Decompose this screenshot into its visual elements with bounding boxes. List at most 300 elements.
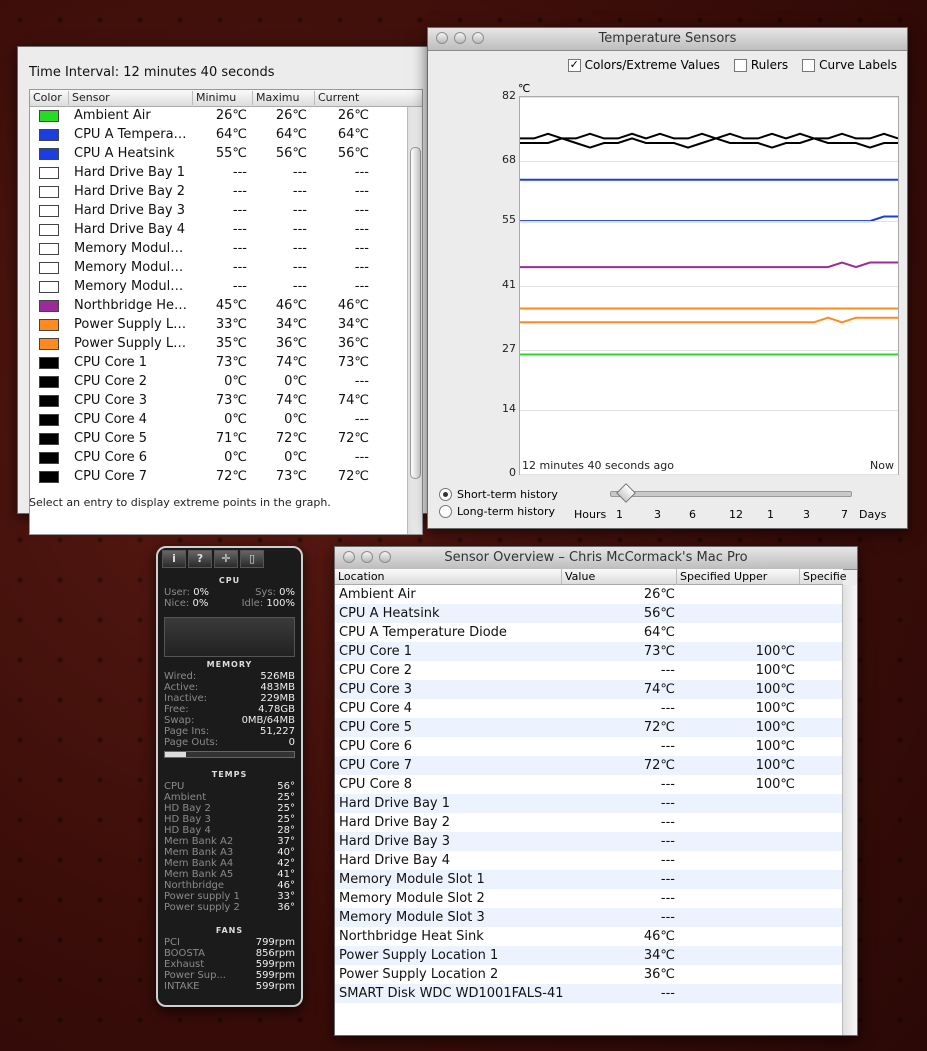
overview-row[interactable] [335,927,843,946]
widget-row-label: Mem Bank A2 [164,836,234,847]
sensor-color-swatch[interactable] [39,262,59,274]
overview-location: Ambient Air [339,587,416,602]
long-term-radio[interactable] [439,505,555,518]
sensor-name: CPU Core 3 [74,393,148,408]
colors-extreme-checkbox[interactable] [568,58,720,72]
overview-limit: 100℃ [755,758,795,773]
sensor-color-swatch[interactable] [39,471,59,483]
sensor-name: CPU Core 1 [74,355,148,370]
fans-header: FANS [215,926,244,935]
cpu-row-2 [164,598,295,609]
overview-table-header [335,569,847,585]
scale-tick-label: 3 [654,508,661,521]
widget-row [164,836,295,847]
y-tick-label: 0 [509,466,516,479]
checkbox-checked-icon: ✓ [569,57,579,71]
widget-row-label: HD Bay 2 [164,803,211,814]
widget-row [164,693,295,704]
widget-row-value: 0 [288,737,295,748]
sensor-max: 36℃ [275,336,307,351]
widget-row-label: Ambient [164,792,207,803]
overview-location: CPU Core 5 [339,720,413,735]
temps-header: TEMPS [211,770,248,779]
checkbox-label: Curve Labels [819,58,897,72]
widget-row-label: Wired: [164,671,197,682]
sensor-max: 0℃ [284,374,307,389]
widget-row-value: 799rpm [255,937,295,948]
widget-row-value: 599rpm [255,970,295,981]
graph-window-title: Temperature Sensors [598,31,737,46]
sensor-min: 0℃ [224,450,247,465]
scale-tick-label: 3 [803,508,810,521]
col-upper-limit[interactable]: Specified Upper [676,569,798,599]
sensor-min: 0℃ [224,412,247,427]
overview-value: --- [660,739,675,754]
sensor-min: 71℃ [215,431,247,446]
sensor-min: 73℃ [215,355,247,370]
history-slider[interactable] [610,491,852,497]
overview-value: 73℃ [643,644,675,659]
sensor-min: 64℃ [215,127,247,142]
overview-row[interactable] [335,832,843,851]
widget-row-value: 25° [277,814,295,825]
status-text: Select an entry to display extreme points in the graph. [29,496,331,509]
sensor-name: CPU Core 5 [74,431,148,446]
temperature-series-line [520,138,898,147]
scale-tick-label: Days [859,508,887,521]
battery-tab[interactable]: ▯ [240,550,264,568]
sensor-rows [30,107,422,487]
widget-row-label: Power supply 1 [164,891,240,902]
widget-row-label: Power supply 2 [164,902,240,913]
col-min[interactable]: Minimu [192,91,236,105]
sensor-current: --- [354,260,369,275]
widget-row [164,948,295,959]
sensor-name: Memory Modul… [74,279,184,294]
overview-location: CPU Core 4 [339,701,413,716]
sensor-max: 26℃ [275,108,307,123]
sensor-row[interactable] [30,107,422,126]
short-term-radio[interactable] [439,488,558,501]
sensor-current: --- [354,279,369,294]
sensor-current: --- [354,450,369,465]
gridline [520,350,898,351]
scale-tick-label: 12 [729,508,743,521]
sensor-row[interactable] [30,240,422,259]
temp-rows [164,781,295,913]
sensor-color-swatch[interactable] [39,300,59,312]
sensor-row[interactable] [30,392,422,411]
sensor-current: --- [354,203,369,218]
widget-row-value: 0MB/64MB [241,715,295,726]
scale-tick-label: 7 [841,508,848,521]
overview-row[interactable] [335,813,843,832]
overview-row[interactable] [335,737,843,756]
sensor-current: 72℃ [337,431,369,446]
close-button[interactable] [436,32,448,44]
widget-row-label: Page Ins: [164,726,210,737]
sensor-min: --- [232,241,247,256]
sensor-max: 34℃ [275,317,307,332]
sensor-row[interactable] [30,297,422,316]
rulers-checkbox[interactable] [734,58,788,72]
widget-row-label: HD Bay 3 [164,814,211,825]
overview-location: CPU Core 3 [339,682,413,697]
sensor-name: Power Supply L… [74,336,187,351]
overview-limit: 100℃ [755,720,795,735]
widget-row [164,825,295,836]
widget-row-label: BOOSTA [164,948,205,959]
sensor-color-swatch[interactable] [39,433,59,445]
sensor-color-swatch[interactable] [39,129,59,141]
sensor-max: 74℃ [275,355,307,370]
overview-location: Memory Module Slot 2 [339,891,485,906]
y-tick-label: 55 [502,213,516,227]
overview-limit: 100℃ [755,777,795,792]
sensor-color-swatch[interactable] [39,452,59,464]
sensor-row[interactable] [30,430,422,449]
time-end-label: Now [870,459,894,472]
sensor-color-swatch[interactable] [39,148,59,160]
sensor-color-swatch[interactable] [39,224,59,236]
sensor-min: --- [232,184,247,199]
overview-value: --- [660,872,675,887]
help-tab[interactable]: ? [188,550,212,568]
overview-limit: 100℃ [755,739,795,754]
overview-value: 72℃ [643,758,675,773]
gridline [520,97,898,98]
temperature-series-line [520,263,898,268]
sensor-max: 72℃ [275,431,307,446]
gridline [520,410,898,411]
overview-row[interactable] [335,604,843,623]
widget-row-value: 40° [277,847,295,858]
sensor-row[interactable] [30,354,422,373]
overview-location: CPU Core 2 [339,663,413,678]
sensor-name: Memory Modul… [74,241,184,256]
sensor-row[interactable] [30,202,422,221]
pulse-tab[interactable]: ✛ [214,550,238,568]
sensor-current: 72℃ [337,469,369,484]
overview-value: 64℃ [643,625,675,640]
sensor-row[interactable] [30,373,422,392]
widget-row-label: Mem Bank A5 [164,869,234,880]
checkbox-label: Colors/Extreme Values [584,58,720,72]
sensor-min: --- [232,260,247,275]
col-color[interactable]: Color [33,91,62,104]
col-specified[interactable]: Specifie [799,569,847,584]
sensor-color-swatch[interactable] [39,243,59,255]
overview-limit: 100℃ [755,663,795,678]
widget-row-value: 25° [277,792,295,803]
overview-scrollbar[interactable] [842,585,857,1035]
overview-location: Hard Drive Bay 2 [339,815,451,830]
overview-limit: 100℃ [755,644,795,659]
sensor-current: 64℃ [337,127,369,142]
sensor-current: 56℃ [337,146,369,161]
minimize-button[interactable] [361,551,373,563]
sensor-row[interactable] [30,335,422,354]
overview-value: --- [660,815,675,830]
overview-titlebar[interactable] [335,547,857,570]
y-tick-label: 27 [502,341,516,355]
y-tick-label: 68 [502,153,516,167]
overview-location: CPU A Temperature Diode [339,625,507,640]
sensor-current: --- [354,165,369,180]
widget-row [164,858,295,869]
sensor-row[interactable] [30,126,422,145]
sensor-color-swatch[interactable] [39,281,59,293]
sensor-row[interactable] [30,411,422,430]
sensor-max: --- [292,165,307,180]
nice-label: Nice: [164,598,190,609]
widget-row [164,937,295,948]
sensor-row[interactable] [30,145,422,164]
memory-header: MEMORY [206,660,253,669]
overview-location: CPU Core 6 [339,739,413,754]
overview-row[interactable] [335,794,843,813]
col-current[interactable]: Current [314,91,408,105]
overview-row[interactable] [335,718,843,737]
overview-rows[interactable] [335,585,843,1035]
overview-value: 46℃ [643,929,675,944]
minimize-button[interactable] [454,32,466,44]
sensor-min: 72℃ [215,469,247,484]
sensor-min: 33℃ [215,317,247,332]
overview-location: Power Supply Location 1 [339,948,499,963]
sensor-max: 73℃ [275,469,307,484]
cpu-section [164,576,295,657]
widget-row [164,737,295,748]
widget-row [164,682,295,693]
sensor-name: Power Supply L… [74,317,187,332]
widget-row [164,869,295,880]
sensor-name: CPU Core 2 [74,374,148,389]
close-button[interactable] [343,551,355,563]
graph-titlebar[interactable] [428,28,907,51]
sensor-current: --- [354,412,369,427]
sys-label: Sys: [255,587,276,598]
overview-value: --- [660,701,675,716]
overview-row[interactable] [335,870,843,889]
slider-knob[interactable] [616,483,636,503]
sensor-current: 34℃ [337,317,369,332]
sensor-max: 46℃ [275,298,307,313]
sensor-name: Hard Drive Bay 1 [74,165,186,180]
widget-row-label: Exhaust [164,959,205,970]
sensor-min: 73℃ [215,393,247,408]
overview-location: Memory Module Slot 1 [339,872,485,887]
overview-location: Northbridge Heat Sink [339,929,484,944]
y-tick-label: 82 [502,89,516,102]
radio-icon [439,505,452,518]
widget-row [164,959,295,970]
sensor-list-window [17,46,429,514]
sensor-max: --- [292,222,307,237]
sensor-min: --- [232,222,247,237]
scale-tick-label: 6 [689,508,696,521]
widget-row-value: 37° [277,836,295,847]
sensor-name: Hard Drive Bay 2 [74,184,186,199]
widget-row [164,847,295,858]
sensor-name: CPU A Heatsink [74,146,175,161]
widget-row [164,970,295,981]
curve-labels-checkbox[interactable] [802,58,897,72]
widget-row [164,715,295,726]
overview-row[interactable] [335,585,843,604]
sensor-row[interactable] [30,468,422,487]
memory-usage-bar [164,751,295,758]
sensor-name: Memory Modul… [74,260,184,275]
idle-value: 100% [266,598,295,609]
sensor-color-swatch[interactable] [39,338,59,350]
scroll-thumb[interactable] [410,147,421,479]
widget-row-label: Free: [164,704,189,715]
widget-row-value: 599rpm [255,981,295,992]
sensor-min: 26℃ [215,108,247,123]
sensor-current: 74℃ [337,393,369,408]
widget-row-value: 36° [277,902,295,913]
overview-row[interactable] [335,623,843,642]
sensor-current: 26℃ [337,108,369,123]
overview-value: --- [660,834,675,849]
overview-value: 34℃ [643,948,675,963]
sensor-row[interactable] [30,316,422,335]
nice-value: 0% [192,598,209,609]
sensor-color-swatch[interactable] [39,186,59,198]
gridline [520,221,898,222]
temperature-series-line [520,318,898,323]
overview-value: 36℃ [643,967,675,982]
widget-row-value: 56° [277,781,295,792]
sensor-color-swatch[interactable] [39,357,59,369]
widget-tabs [162,550,264,568]
sensor-name: CPU A Tempera… [74,127,187,142]
temperature-sensors-window [427,27,908,529]
sensor-name: CPU Core 7 [74,469,148,484]
sensor-color-swatch[interactable] [39,414,59,426]
scale-tick-label: 1 [767,508,774,521]
sensor-name: Ambient Air [74,108,151,123]
zoom-button[interactable] [472,32,484,44]
sensor-name: Hard Drive Bay 3 [74,203,186,218]
overview-row[interactable] [335,984,843,1003]
sensor-color-swatch[interactable] [39,319,59,331]
sensor-min: 35℃ [215,336,247,351]
overview-value: --- [660,853,675,868]
widget-row [164,880,295,891]
overview-row[interactable] [335,965,843,984]
memory-section [164,660,295,758]
overview-value: --- [660,986,675,1001]
widget-row [164,704,295,715]
col-max[interactable]: Maximu [252,91,299,105]
sensor-row[interactable] [30,259,422,278]
overview-row[interactable] [335,756,843,775]
sensor-color-swatch[interactable] [39,110,59,122]
radio-selected-icon [439,488,452,501]
sensor-row[interactable] [30,449,422,468]
sensor-color-swatch[interactable] [39,167,59,179]
zoom-button[interactable] [379,551,391,563]
sensor-row[interactable] [30,164,422,183]
radio-label: Short-term history [457,488,558,501]
widget-row-value: 526MB [260,671,295,682]
overview-row[interactable] [335,699,843,718]
temperature-plot[interactable] [519,96,899,475]
overview-value: --- [660,663,675,678]
col-value[interactable]: Value [561,569,675,584]
sensor-max: 0℃ [284,412,307,427]
overview-row[interactable] [335,642,843,661]
temperature-series-line [520,134,898,139]
overview-row[interactable] [335,775,843,794]
col-location[interactable]: Location [338,570,385,583]
sensor-min: --- [232,203,247,218]
col-sensor[interactable]: Sensor [68,91,110,105]
sensor-table[interactable] [29,89,423,535]
overview-value: --- [660,910,675,925]
time-interval-label: Time Interval: 12 minutes 40 seconds [29,65,275,80]
overview-row[interactable] [335,851,843,870]
widget-row-label: CPU [164,781,185,792]
widget-row-value: 599rpm [255,959,295,970]
overview-location: SMART Disk WDC WD1001FALS-41 [339,986,564,1001]
sensor-scrollbar[interactable] [407,107,422,534]
widget-row-value: 4.78GB [258,704,295,715]
sensor-color-swatch[interactable] [39,376,59,388]
overview-row[interactable] [335,661,843,680]
checkbox-label: Rulers [750,58,789,72]
overview-limit: 100℃ [755,682,795,697]
overview-row[interactable] [335,680,843,699]
sensor-row[interactable] [30,183,422,202]
widget-row [164,803,295,814]
y-tick-label: 41 [502,277,516,291]
overview-row[interactable] [335,889,843,908]
sensor-max: --- [292,241,307,256]
sensor-max: 56℃ [275,146,307,161]
checkbox-icon [734,59,747,72]
sensor-row[interactable] [30,221,422,240]
widget-row [164,671,295,682]
widget-row-value: 28° [277,825,295,836]
overview-location: CPU Core 7 [339,758,413,773]
widget-row-value: 42° [277,858,295,869]
info-tab[interactable]: i [162,550,186,568]
sensor-table-header [30,90,422,107]
cpu-graph [164,617,295,657]
widget-row-label: Mem Bank A3 [164,847,234,858]
overview-row[interactable] [335,908,843,927]
gridline [520,474,898,475]
sensor-current: --- [354,222,369,237]
sensor-color-swatch[interactable] [39,205,59,217]
graph-options [568,58,897,72]
sensor-min: 45℃ [215,298,247,313]
overview-row[interactable] [335,946,843,965]
overview-value: 56℃ [643,606,675,621]
widget-row-value: 25° [277,803,295,814]
sensor-row[interactable] [30,278,422,297]
widget-row-value: 856rpm [255,948,295,959]
widget-row-label: Active: [164,682,199,693]
widget-row [164,902,295,913]
sensor-color-swatch[interactable] [39,395,59,407]
idle-label: Idle: [241,598,264,609]
overview-location: Memory Module Slot 3 [339,910,485,925]
cpu-row-1 [164,587,295,598]
